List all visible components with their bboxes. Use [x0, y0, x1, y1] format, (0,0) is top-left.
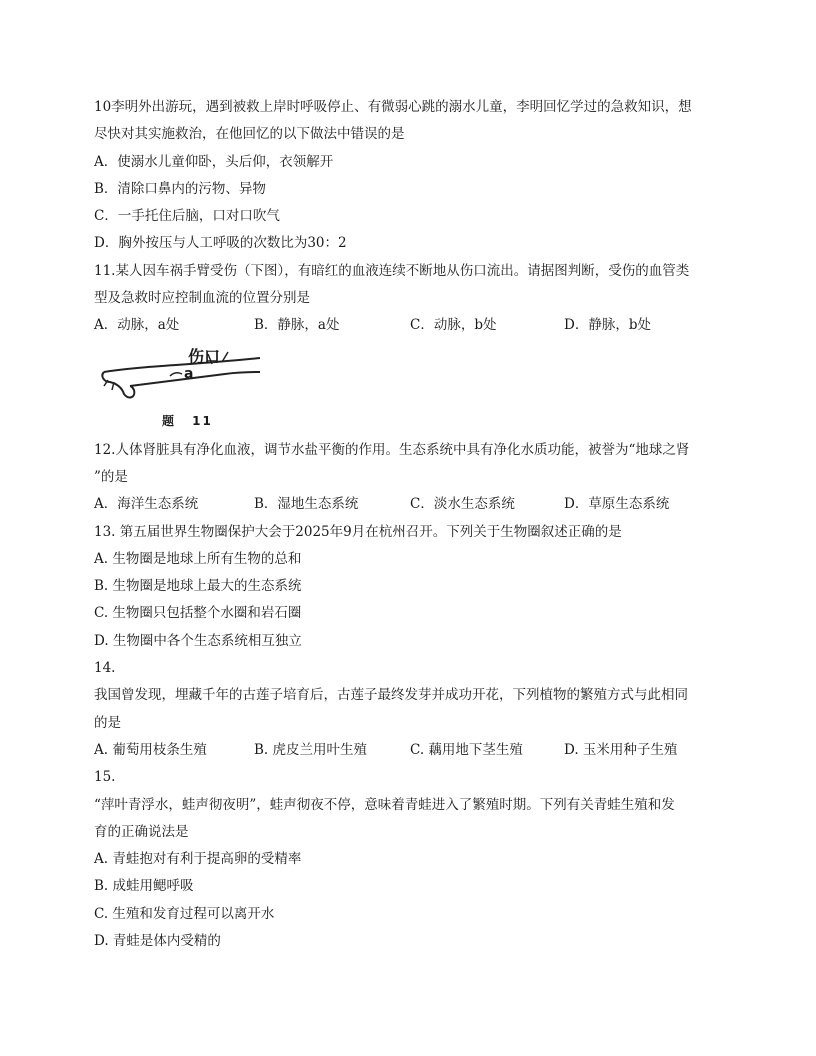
question-15-number: 15. [94, 769, 116, 786]
question-11-option-b: B．静脉，a处 [254, 317, 340, 334]
question-10-option-b: B．清除口鼻内的污物、异物 [94, 180, 266, 197]
question-15-stem-line1: “萍叶青浮水，蛙声彻夜明”，蛙声彻夜不停，意味着青蛙进入了繁殖时期。下列有关青蛙生殖和发 [94, 796, 675, 813]
question-14 [94, 655, 724, 764]
question-15-option-d: D. 青蛙是体内受精的 [94, 933, 221, 950]
question-10-option-c: C．一手托住后脑，口对口吹气 [94, 208, 280, 225]
question-15-option-b: B. 成蛙用鳃呼吸 [94, 878, 194, 895]
question-12-option-a: A．海洋生态系统 [94, 496, 199, 513]
question-14-stem-line2: 的是 [94, 714, 121, 731]
question-14-stem-line1: 我国曾发现，埋藏千年的古莲子培育后，古莲子最终发芽并成功开花，下列植物的繁殖方式与此相同 [94, 687, 688, 704]
question-12-option-c: C．淡水生态系统 [410, 496, 515, 513]
question-11-option-d: D．静脉，b处 [564, 317, 651, 334]
question-10-stem-line1: 10李明外出游玩，遇到被救上岸时呼吸停止、有微弱心跳的溺水儿童，李明回忆学过的急救知识，想 [94, 99, 692, 115]
question-13 [94, 519, 724, 655]
question-13-option-a: A. 生物圈是地球上所有生物的总和 [94, 550, 302, 567]
question-10-option-a: A．使溺水儿童仰卧，头后仰，衣领解开 [94, 153, 334, 170]
question-10-option-d: D．胸外按压与人工呼吸的次数比为30：2 [94, 235, 347, 252]
question-11-option-a: A．动脉，a处 [94, 317, 180, 334]
question-13-option-c: C. 生物圈只包括整个水圈和岩石圈 [94, 605, 302, 622]
figure-caption: 题 11 [162, 413, 213, 428]
question-11-stem-line2: 型及急救时应控制血流的位置分别是 [94, 290, 310, 307]
question-15-option-a: A. 青蛙抱对有利于提高卵的受精率 [94, 851, 302, 868]
question-14-option-d: D. 玉米用种子生殖 [564, 741, 678, 758]
question-13-option-d: D. 生物圈中各个生态系统相互独立 [94, 632, 302, 649]
question-12 [94, 437, 724, 519]
figure-wound-label: 伤口 [188, 346, 221, 366]
question-12-option-b: B．湿地生态系统 [254, 496, 359, 513]
question-11-figure [100, 342, 270, 437]
question-13-stem: 13. 第五届世界生物圈保护大会于2025年9月在杭州召开。下列关于生物圈叙述正确的是 [94, 523, 622, 540]
question-15-option-c: C. 生殖和发育过程可以离开水 [94, 905, 275, 922]
question-10 [94, 94, 724, 258]
figure-point-a-label: a [184, 365, 194, 382]
question-14-number: 14. [94, 660, 116, 677]
question-12-stem-line1: 12.人体肾脏具有净化血液，调节水盐平衡的作用。生态系统中具有净化水质功能，被誉为“地球之肾 [94, 441, 690, 458]
question-11-stem-line1: 11.某人因车祸手臂受伤（下图），有暗红的血液连续不断地从伤口流出。请据图判断，受伤的血管类 [94, 262, 690, 279]
question-15-stem-line2: 育的正确说法是 [94, 823, 189, 840]
exam-page [94, 94, 724, 955]
question-11-option-c: C．动脉，b处 [410, 317, 497, 334]
question-13-option-b: B. 生物圈是地球上最大的生态系统 [94, 578, 302, 595]
question-11-options [94, 312, 724, 339]
question-10-stem-line2: 尽快对其实施救治，在他回忆的以下做法中错误的是 [94, 126, 405, 143]
question-15 [94, 764, 724, 955]
question-14-option-b: B. 虎皮兰用叶生殖 [254, 741, 368, 758]
question-11 [94, 258, 724, 437]
question-14-options [94, 737, 724, 764]
question-12-option-d: D．草原生态系统 [564, 496, 670, 513]
question-14-option-a: A. 葡萄用枝条生殖 [94, 741, 207, 758]
question-12-options [94, 491, 724, 518]
question-14-option-c: C. 藕用地下茎生殖 [410, 741, 523, 758]
question-12-stem-line2: ”的是 [94, 468, 128, 485]
